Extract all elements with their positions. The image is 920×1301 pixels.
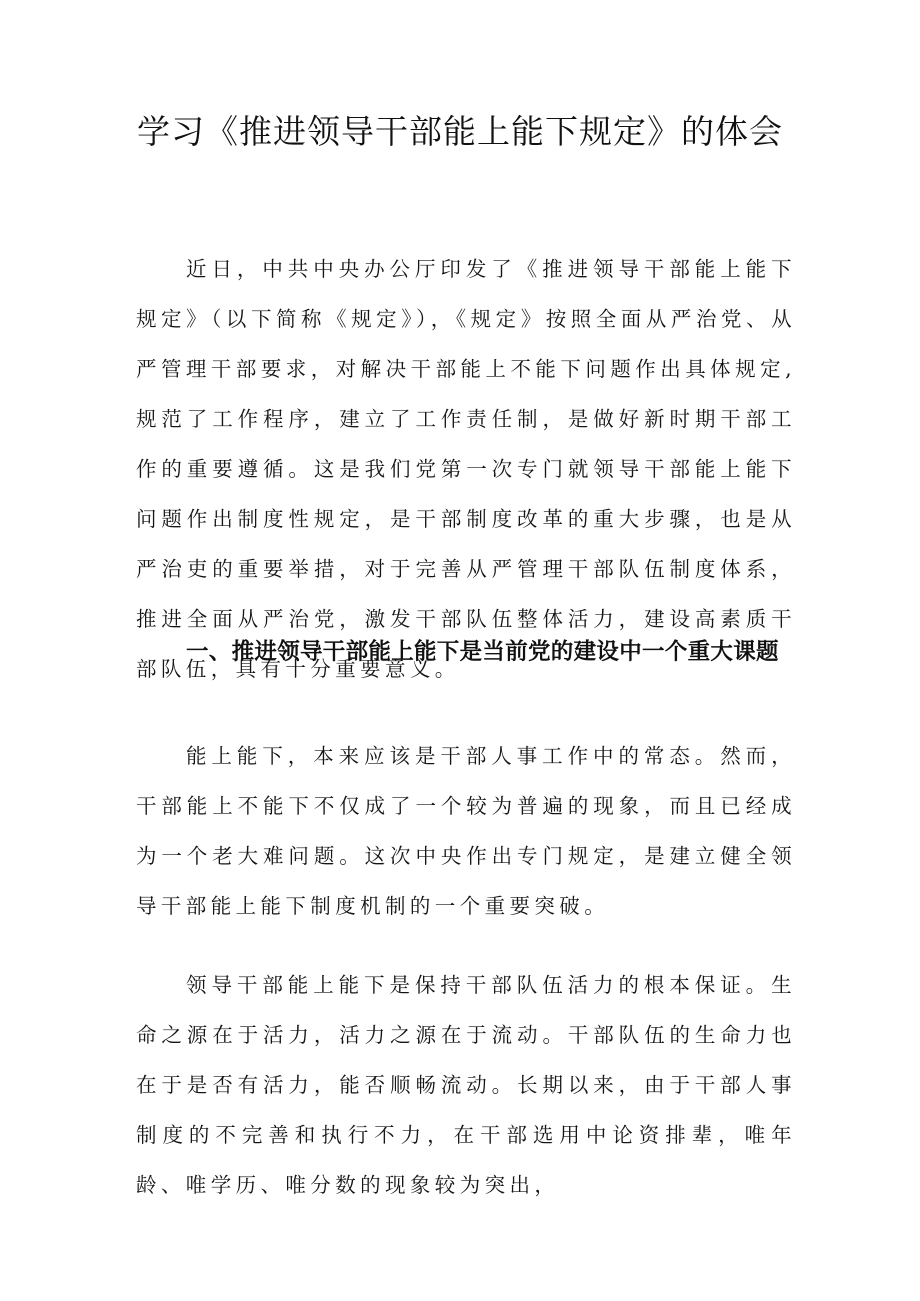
document-title: 学习《推进领导干部能上能下规定》的体会 [137, 112, 783, 151]
body-paragraph: 能上能下，本来应该是干部人事工作中的常态。然而，干部能上不能下不仅成了一个较为普遍的现象，而且已经成为一个老大难问题。这次中央作出专门规定，是建立健全领导干部能上能下制度机制的一个重要突破。 [136, 744, 796, 918]
body-paragraph: 领导干部能上能下是保持干部队伍活力的根本保证。生命之源在于活力，活力之源在于流动。干部队伍的生命力也在于是否有活力，能否顺畅流动。长期以来，由于干部人事制度的不完善和执行不力，在干部选用中论资排辈，唯年龄、唯学历、唯分数的现象较为突出， [136, 973, 796, 1197]
intro-paragraph: 近日，中共中央办公厅印发了《推进领导干部能上能下规定》（以下简称《规定》），《规定》按照全面从严治党、从严管理干部要求，对解决干部能上不能下问题作出具体规定,规范了工作程序，建立了工作责任制，是做好新时期干部工作的重要遵循。这是我们党第一次专门就领导干部能上能下问题作出制度性规定，是干部制度改革的重大步骤，也是从严治吏的重要举措，对于完善从严管理干部队伍制度体系，推进全面从严治党，激发干部队伍整体活力，建设高素质干部队伍，具有十分重要意义。 [136, 257, 796, 681]
section-heading: 一、推进领导干部能上能下是当前党的建设中一个重大课题 [186, 639, 779, 665]
